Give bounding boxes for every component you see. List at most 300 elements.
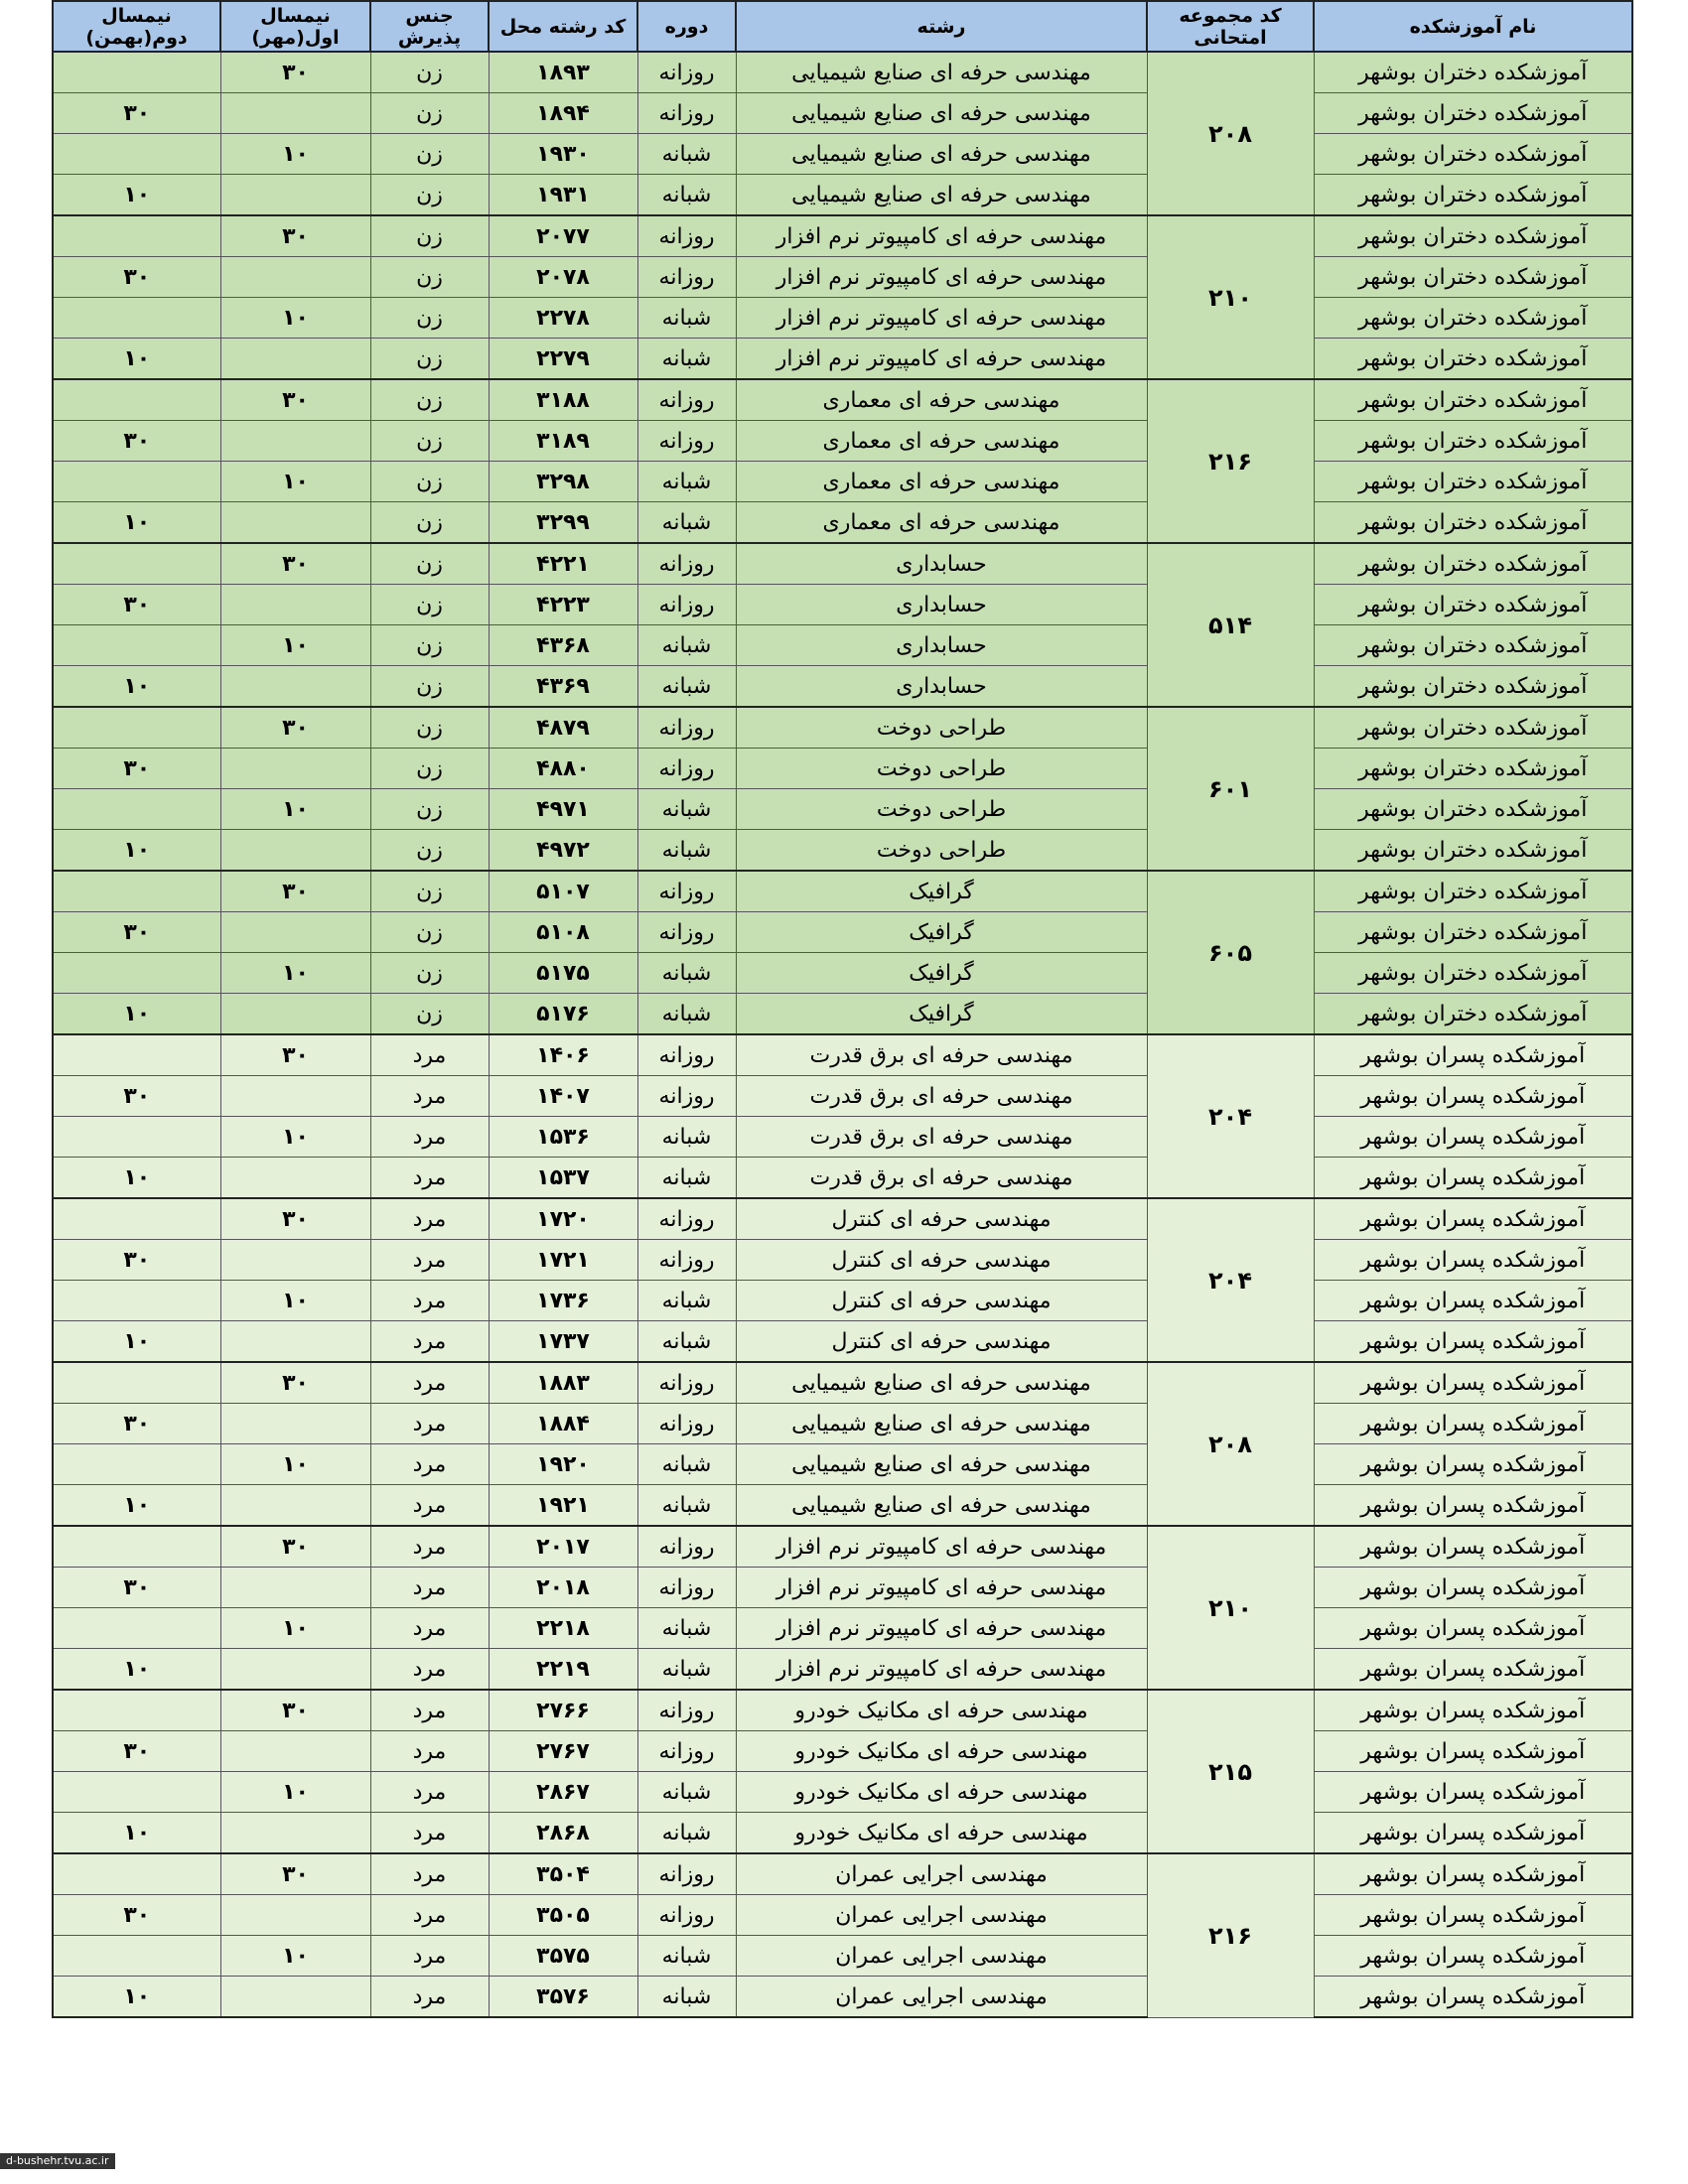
cell-term2 [53,871,220,912]
cell-code: ۲۰۷۸ [489,257,637,298]
table-row [53,175,1632,216]
cell-term1 [220,502,370,544]
cell-gender: زن [370,421,489,462]
table-row [53,379,1632,421]
cell-code: ۱۹۲۱ [489,1485,637,1527]
table-row [53,502,1632,544]
cell-school: آموزشکده پسران بوشهر [1314,1568,1632,1608]
cell-term1: ۳۰ [220,871,370,912]
cell-term1: ۱۰ [220,298,370,339]
cell-period: روزانه [637,379,736,421]
cell-code: ۳۲۹۸ [489,462,637,502]
cell-school: آموزشکده پسران بوشهر [1314,1608,1632,1649]
cell-gender: زن [370,912,489,953]
table-row [53,912,1632,953]
header-period: دوره [637,1,736,52]
cell-term1 [220,1977,370,2018]
cell-term1: ۱۰ [220,625,370,666]
cell-period: شبانه [637,1485,736,1527]
cell-term2 [53,1034,220,1076]
cell-term2 [53,1117,220,1158]
cell-group-code: ۶۰۱ [1147,707,1314,871]
table-row [53,1895,1632,1936]
cell-gender: مرد [370,1485,489,1527]
table-row [53,1649,1632,1691]
cell-code: ۱۷۳۷ [489,1321,637,1363]
cell-major: گرافیک [736,912,1147,953]
cell-term2: ۳۰ [53,421,220,462]
cell-period: روزانه [637,421,736,462]
cell-term2: ۱۰ [53,502,220,544]
cell-term2 [53,625,220,666]
cell-gender: مرد [370,1649,489,1691]
cell-term1 [220,830,370,872]
cell-period: روزانه [637,1034,736,1076]
cell-major: مهندسی حرفه ای صنایع شیمیایی [736,93,1147,134]
cell-gender: مرد [370,1568,489,1608]
table-row [53,1568,1632,1608]
cell-term1 [220,1731,370,1772]
cell-period: روزانه [637,1362,736,1404]
header-code: کد رشته محل [489,1,637,52]
cell-school: آموزشکده دختران بوشهر [1314,175,1632,216]
cell-school: آموزشکده دختران بوشهر [1314,953,1632,994]
cell-major: مهندسی حرفه ای برق قدرت [736,1158,1147,1199]
cell-code: ۱۹۲۰ [489,1444,637,1485]
cell-gender: زن [370,134,489,175]
cell-term1: ۳۰ [220,543,370,585]
cell-gender: مرد [370,1526,489,1568]
cell-period: شبانه [637,789,736,830]
cell-major: مهندسی حرفه ای کنترل [736,1321,1147,1363]
cell-major: مهندسی حرفه ای برق قدرت [736,1076,1147,1117]
cell-gender: مرد [370,1281,489,1321]
cell-period: شبانه [637,1936,736,1977]
cell-term2: ۳۰ [53,257,220,298]
table-row [53,666,1632,708]
cell-period: روزانه [637,543,736,585]
cell-term2 [53,1362,220,1404]
cell-school: آموزشکده پسران بوشهر [1314,1240,1632,1281]
cell-gender: مرد [370,1895,489,1936]
cell-school: آموزشکده دختران بوشهر [1314,994,1632,1035]
cell-period: شبانه [637,953,736,994]
cell-school: آموزشکده پسران بوشهر [1314,1895,1632,1936]
header-term2: نیمسال دوم(بهمن) [53,1,220,52]
cell-term1: ۱۰ [220,1608,370,1649]
cell-gender: زن [370,666,489,708]
cell-group-code: ۶۰۵ [1147,871,1314,1034]
cell-school: آموزشکده پسران بوشهر [1314,1936,1632,1977]
cell-major: مهندسی اجرایی عمران [736,1936,1147,1977]
cell-code: ۲۲۱۸ [489,1608,637,1649]
cell-term1: ۱۰ [220,1444,370,1485]
cell-school: آموزشکده دختران بوشهر [1314,339,1632,380]
footer-url: d-bushehr.tvu.ac.ir [0,2153,115,2169]
cell-gender: مرد [370,1321,489,1363]
cell-gender: زن [370,871,489,912]
cell-school: آموزشکده دختران بوشهر [1314,134,1632,175]
cell-period: شبانه [637,1321,736,1363]
cell-school: آموزشکده پسران بوشهر [1314,1281,1632,1321]
cell-term2 [53,1853,220,1895]
cell-gender: زن [370,379,489,421]
cell-school: آموزشکده دختران بوشهر [1314,707,1632,749]
cell-term1 [220,1321,370,1363]
cell-gender: مرد [370,1813,489,1854]
header-row [53,1,1632,52]
cell-term2: ۳۰ [53,1240,220,1281]
cell-school: آموزشکده پسران بوشهر [1314,1977,1632,2018]
cell-term1 [220,1485,370,1527]
cell-term2: ۳۰ [53,1895,220,1936]
cell-period: روزانه [637,585,736,625]
cell-major: مهندسی حرفه ای مکانیک خودرو [736,1690,1147,1731]
table-row [53,1321,1632,1363]
cell-school: آموزشکده دختران بوشهر [1314,912,1632,953]
table-row [53,1117,1632,1158]
header-group: کد مجموعه امتحانی [1147,1,1314,52]
cell-term1: ۳۰ [220,1198,370,1240]
cell-school: آموزشکده دختران بوشهر [1314,625,1632,666]
cell-term1 [220,994,370,1035]
cell-gender: مرد [370,1117,489,1158]
cell-code: ۴۳۶۸ [489,625,637,666]
cell-period: شبانه [637,462,736,502]
cell-code: ۱۸۹۳ [489,52,637,93]
cell-term1 [220,749,370,789]
table-row [53,830,1632,872]
admission-table-page [52,0,1631,2018]
cell-gender: زن [370,994,489,1035]
header-school: نام آموزشکده [1314,1,1632,52]
cell-term1 [220,257,370,298]
cell-group-code: ۲۱۰ [1147,215,1314,379]
cell-group-code: ۲۱۶ [1147,1853,1314,2017]
cell-major: مهندسی حرفه ای صنایع شیمیایی [736,1362,1147,1404]
cell-major: حسابداری [736,543,1147,585]
cell-term1 [220,1813,370,1854]
cell-gender: مرد [370,1977,489,2018]
cell-period: شبانه [637,502,736,544]
cell-term2 [53,707,220,749]
cell-gender: زن [370,830,489,872]
cell-gender: مرد [370,1731,489,1772]
cell-major: مهندسی حرفه ای کامپیوتر نرم افزار [736,339,1147,380]
cell-major: مهندسی اجرایی عمران [736,1977,1147,2018]
cell-period: شبانه [637,1158,736,1199]
table-row [53,1690,1632,1731]
cell-gender: مرد [370,1404,489,1444]
cell-major: مهندسی حرفه ای کامپیوتر نرم افزار [736,257,1147,298]
cell-period: شبانه [637,625,736,666]
cell-term2 [53,215,220,257]
cell-school: آموزشکده دختران بوشهر [1314,421,1632,462]
table-row [53,1813,1632,1854]
cell-term1: ۱۰ [220,462,370,502]
cell-term2: ۱۰ [53,1649,220,1691]
cell-term2 [53,379,220,421]
cell-major: حسابداری [736,666,1147,708]
cell-school: آموزشکده دختران بوشهر [1314,93,1632,134]
cell-period: شبانه [637,666,736,708]
table-row [53,585,1632,625]
cell-term1: ۱۰ [220,789,370,830]
cell-major: طراحی دوخت [736,707,1147,749]
cell-term1 [220,339,370,380]
cell-code: ۳۵۷۶ [489,1977,637,2018]
cell-major: مهندسی حرفه ای مکانیک خودرو [736,1813,1147,1854]
cell-school: آموزشکده دختران بوشهر [1314,257,1632,298]
cell-school: آموزشکده دختران بوشهر [1314,789,1632,830]
cell-term1: ۱۰ [220,134,370,175]
cell-school: آموزشکده دختران بوشهر [1314,543,1632,585]
cell-group-code: ۲۱۰ [1147,1526,1314,1690]
cell-term1 [220,1895,370,1936]
cell-term2 [53,1281,220,1321]
cell-term1 [220,175,370,216]
cell-major: مهندسی حرفه ای کامپیوتر نرم افزار [736,1649,1147,1691]
cell-code: ۲۰۱۷ [489,1526,637,1568]
cell-code: ۴۲۲۳ [489,585,637,625]
cell-gender: زن [370,953,489,994]
cell-code: ۲۸۶۷ [489,1772,637,1813]
cell-school: آموزشکده پسران بوشهر [1314,1526,1632,1568]
cell-code: ۲۷۶۷ [489,1731,637,1772]
cell-code: ۲۰۱۸ [489,1568,637,1608]
cell-term1: ۱۰ [220,1281,370,1321]
cell-school: آموزشکده دختران بوشهر [1314,298,1632,339]
cell-school: آموزشکده پسران بوشهر [1314,1485,1632,1527]
header-term1: نیمسال اول(مهر) [220,1,370,52]
cell-term2: ۳۰ [53,1568,220,1608]
cell-school: آموزشکده دختران بوشهر [1314,462,1632,502]
cell-school: آموزشکده دختران بوشهر [1314,666,1632,708]
cell-term2 [53,543,220,585]
cell-period: روزانه [637,257,736,298]
table-row [53,871,1632,912]
cell-term1: ۳۰ [220,1034,370,1076]
cell-gender: مرد [370,1240,489,1281]
cell-major: مهندسی حرفه ای کامپیوتر نرم افزار [736,1526,1147,1568]
cell-major: گرافیک [736,871,1147,912]
cell-term2: ۳۰ [53,585,220,625]
table-row [53,298,1632,339]
cell-code: ۱۷۲۱ [489,1240,637,1281]
table-row [53,257,1632,298]
cell-major: مهندسی حرفه ای معماری [736,379,1147,421]
cell-term1 [220,1568,370,1608]
cell-period: روزانه [637,1853,736,1895]
cell-gender: مرد [370,1690,489,1731]
cell-term2: ۳۰ [53,1731,220,1772]
cell-group-code: ۲۰۸ [1147,52,1314,215]
cell-period: روزانه [637,1568,736,1608]
cell-code: ۱۹۳۱ [489,175,637,216]
cell-gender: زن [370,543,489,585]
cell-school: آموزشکده دختران بوشهر [1314,749,1632,789]
cell-term2: ۱۰ [53,1158,220,1199]
cell-group-code: ۲۱۵ [1147,1690,1314,1853]
cell-gender: زن [370,585,489,625]
cell-code: ۳۵۰۵ [489,1895,637,1936]
cell-code: ۴۸۷۹ [489,707,637,749]
cell-gender: زن [370,502,489,544]
cell-school: آموزشکده پسران بوشهر [1314,1362,1632,1404]
cell-period: روزانه [637,749,736,789]
table-row [53,1772,1632,1813]
header-major: رشته [736,1,1147,52]
cell-term1 [220,1404,370,1444]
cell-term1 [220,1240,370,1281]
table-row [53,215,1632,257]
cell-major: مهندسی حرفه ای برق قدرت [736,1034,1147,1076]
cell-major: مهندسی اجرایی عمران [736,1853,1147,1895]
table-row [53,1076,1632,1117]
cell-period: روزانه [637,912,736,953]
cell-period: شبانه [637,1813,736,1854]
table-row [53,625,1632,666]
table-row [53,953,1632,994]
cell-major: طراحی دوخت [736,830,1147,872]
cell-period: روزانه [637,1404,736,1444]
table-row [53,1198,1632,1240]
cell-term2: ۳۰ [53,1404,220,1444]
cell-school: آموزشکده پسران بوشهر [1314,1076,1632,1117]
cell-term2 [53,953,220,994]
cell-school: آموزشکده پسران بوشهر [1314,1158,1632,1199]
table-row [53,1731,1632,1772]
cell-major: مهندسی حرفه ای صنایع شیمیایی [736,134,1147,175]
cell-school: آموزشکده پسران بوشهر [1314,1444,1632,1485]
cell-gender: زن [370,175,489,216]
table-row [53,749,1632,789]
cell-term2 [53,1526,220,1568]
cell-major: مهندسی حرفه ای صنایع شیمیایی [736,1444,1147,1485]
cell-term2: ۳۰ [53,93,220,134]
cell-term2 [53,1444,220,1485]
cell-major: مهندسی حرفه ای کنترل [736,1198,1147,1240]
cell-major: مهندسی حرفه ای معماری [736,502,1147,544]
cell-code: ۳۵۷۵ [489,1936,637,1977]
cell-major: مهندسی حرفه ای صنایع شیمیایی [736,1404,1147,1444]
cell-school: آموزشکده دختران بوشهر [1314,585,1632,625]
cell-major: مهندسی حرفه ای کامپیوتر نرم افزار [736,1608,1147,1649]
cell-school: آموزشکده پسران بوشهر [1314,1772,1632,1813]
admission-table [52,0,1633,2018]
cell-code: ۴۹۷۱ [489,789,637,830]
cell-gender: مرد [370,1198,489,1240]
cell-period: روزانه [637,215,736,257]
cell-term2 [53,789,220,830]
table-row [53,1281,1632,1321]
table-body [53,52,1632,2017]
cell-term2 [53,1198,220,1240]
cell-code: ۳۱۸۹ [489,421,637,462]
cell-term1 [220,912,370,953]
cell-term1 [220,1076,370,1117]
cell-term1: ۱۰ [220,1936,370,1977]
cell-term2 [53,1772,220,1813]
cell-term1: ۳۰ [220,379,370,421]
cell-major: مهندسی حرفه ای صنایع شیمیایی [736,52,1147,93]
table-row [53,1444,1632,1485]
table-row [53,1608,1632,1649]
table-row [53,339,1632,380]
cell-code: ۴۳۶۹ [489,666,637,708]
table-row [53,1240,1632,1281]
cell-period: شبانه [637,1444,736,1485]
cell-code: ۲۷۶۶ [489,1690,637,1731]
cell-school: آموزشکده پسران بوشهر [1314,1321,1632,1363]
header-gender: جنس پذیرش [370,1,489,52]
cell-gender: مرد [370,1772,489,1813]
cell-major: مهندسی حرفه ای کنترل [736,1281,1147,1321]
cell-term2 [53,298,220,339]
cell-term2: ۱۰ [53,994,220,1035]
cell-term1 [220,421,370,462]
cell-gender: مرد [370,1158,489,1199]
cell-term1: ۳۰ [220,1526,370,1568]
cell-code: ۱۹۳۰ [489,134,637,175]
cell-period: شبانه [637,994,736,1035]
cell-code: ۳۱۸۸ [489,379,637,421]
cell-major: حسابداری [736,625,1147,666]
cell-major: مهندسی حرفه ای برق قدرت [736,1117,1147,1158]
cell-term2: ۳۰ [53,1076,220,1117]
cell-major: طراحی دوخت [736,789,1147,830]
cell-term2 [53,1936,220,1977]
cell-code: ۴۸۸۰ [489,749,637,789]
cell-gender: مرد [370,1444,489,1485]
cell-school: آموزشکده پسران بوشهر [1314,1813,1632,1854]
cell-period: شبانه [637,1649,736,1691]
cell-period: شبانه [637,830,736,872]
cell-gender: زن [370,257,489,298]
cell-school: آموزشکده دختران بوشهر [1314,871,1632,912]
cell-code: ۱۴۰۷ [489,1076,637,1117]
table-row [53,1158,1632,1199]
cell-term1: ۱۰ [220,1117,370,1158]
cell-gender: زن [370,749,489,789]
cell-group-code: ۲۰۴ [1147,1034,1314,1198]
cell-period: روزانه [637,93,736,134]
cell-term2: ۱۰ [53,1977,220,2018]
cell-period: روزانه [637,1731,736,1772]
cell-code: ۲۰۷۷ [489,215,637,257]
cell-period: روزانه [637,1076,736,1117]
cell-term1 [220,93,370,134]
cell-term1: ۳۰ [220,52,370,93]
cell-gender: زن [370,789,489,830]
cell-group-code: ۲۱۶ [1147,379,1314,543]
cell-period: روزانه [637,1526,736,1568]
cell-term2: ۳۰ [53,749,220,789]
cell-term2: ۳۰ [53,912,220,953]
cell-code: ۴۹۷۲ [489,830,637,872]
cell-period: شبانه [637,1608,736,1649]
table-row [53,93,1632,134]
table-row [53,994,1632,1035]
table-row [53,1526,1632,1568]
cell-major: مهندسی حرفه ای کامپیوتر نرم افزار [736,298,1147,339]
cell-term1 [220,585,370,625]
cell-gender: زن [370,707,489,749]
cell-term1: ۳۰ [220,1853,370,1895]
cell-term2: ۱۰ [53,175,220,216]
cell-term1: ۱۰ [220,953,370,994]
cell-gender: زن [370,52,489,93]
